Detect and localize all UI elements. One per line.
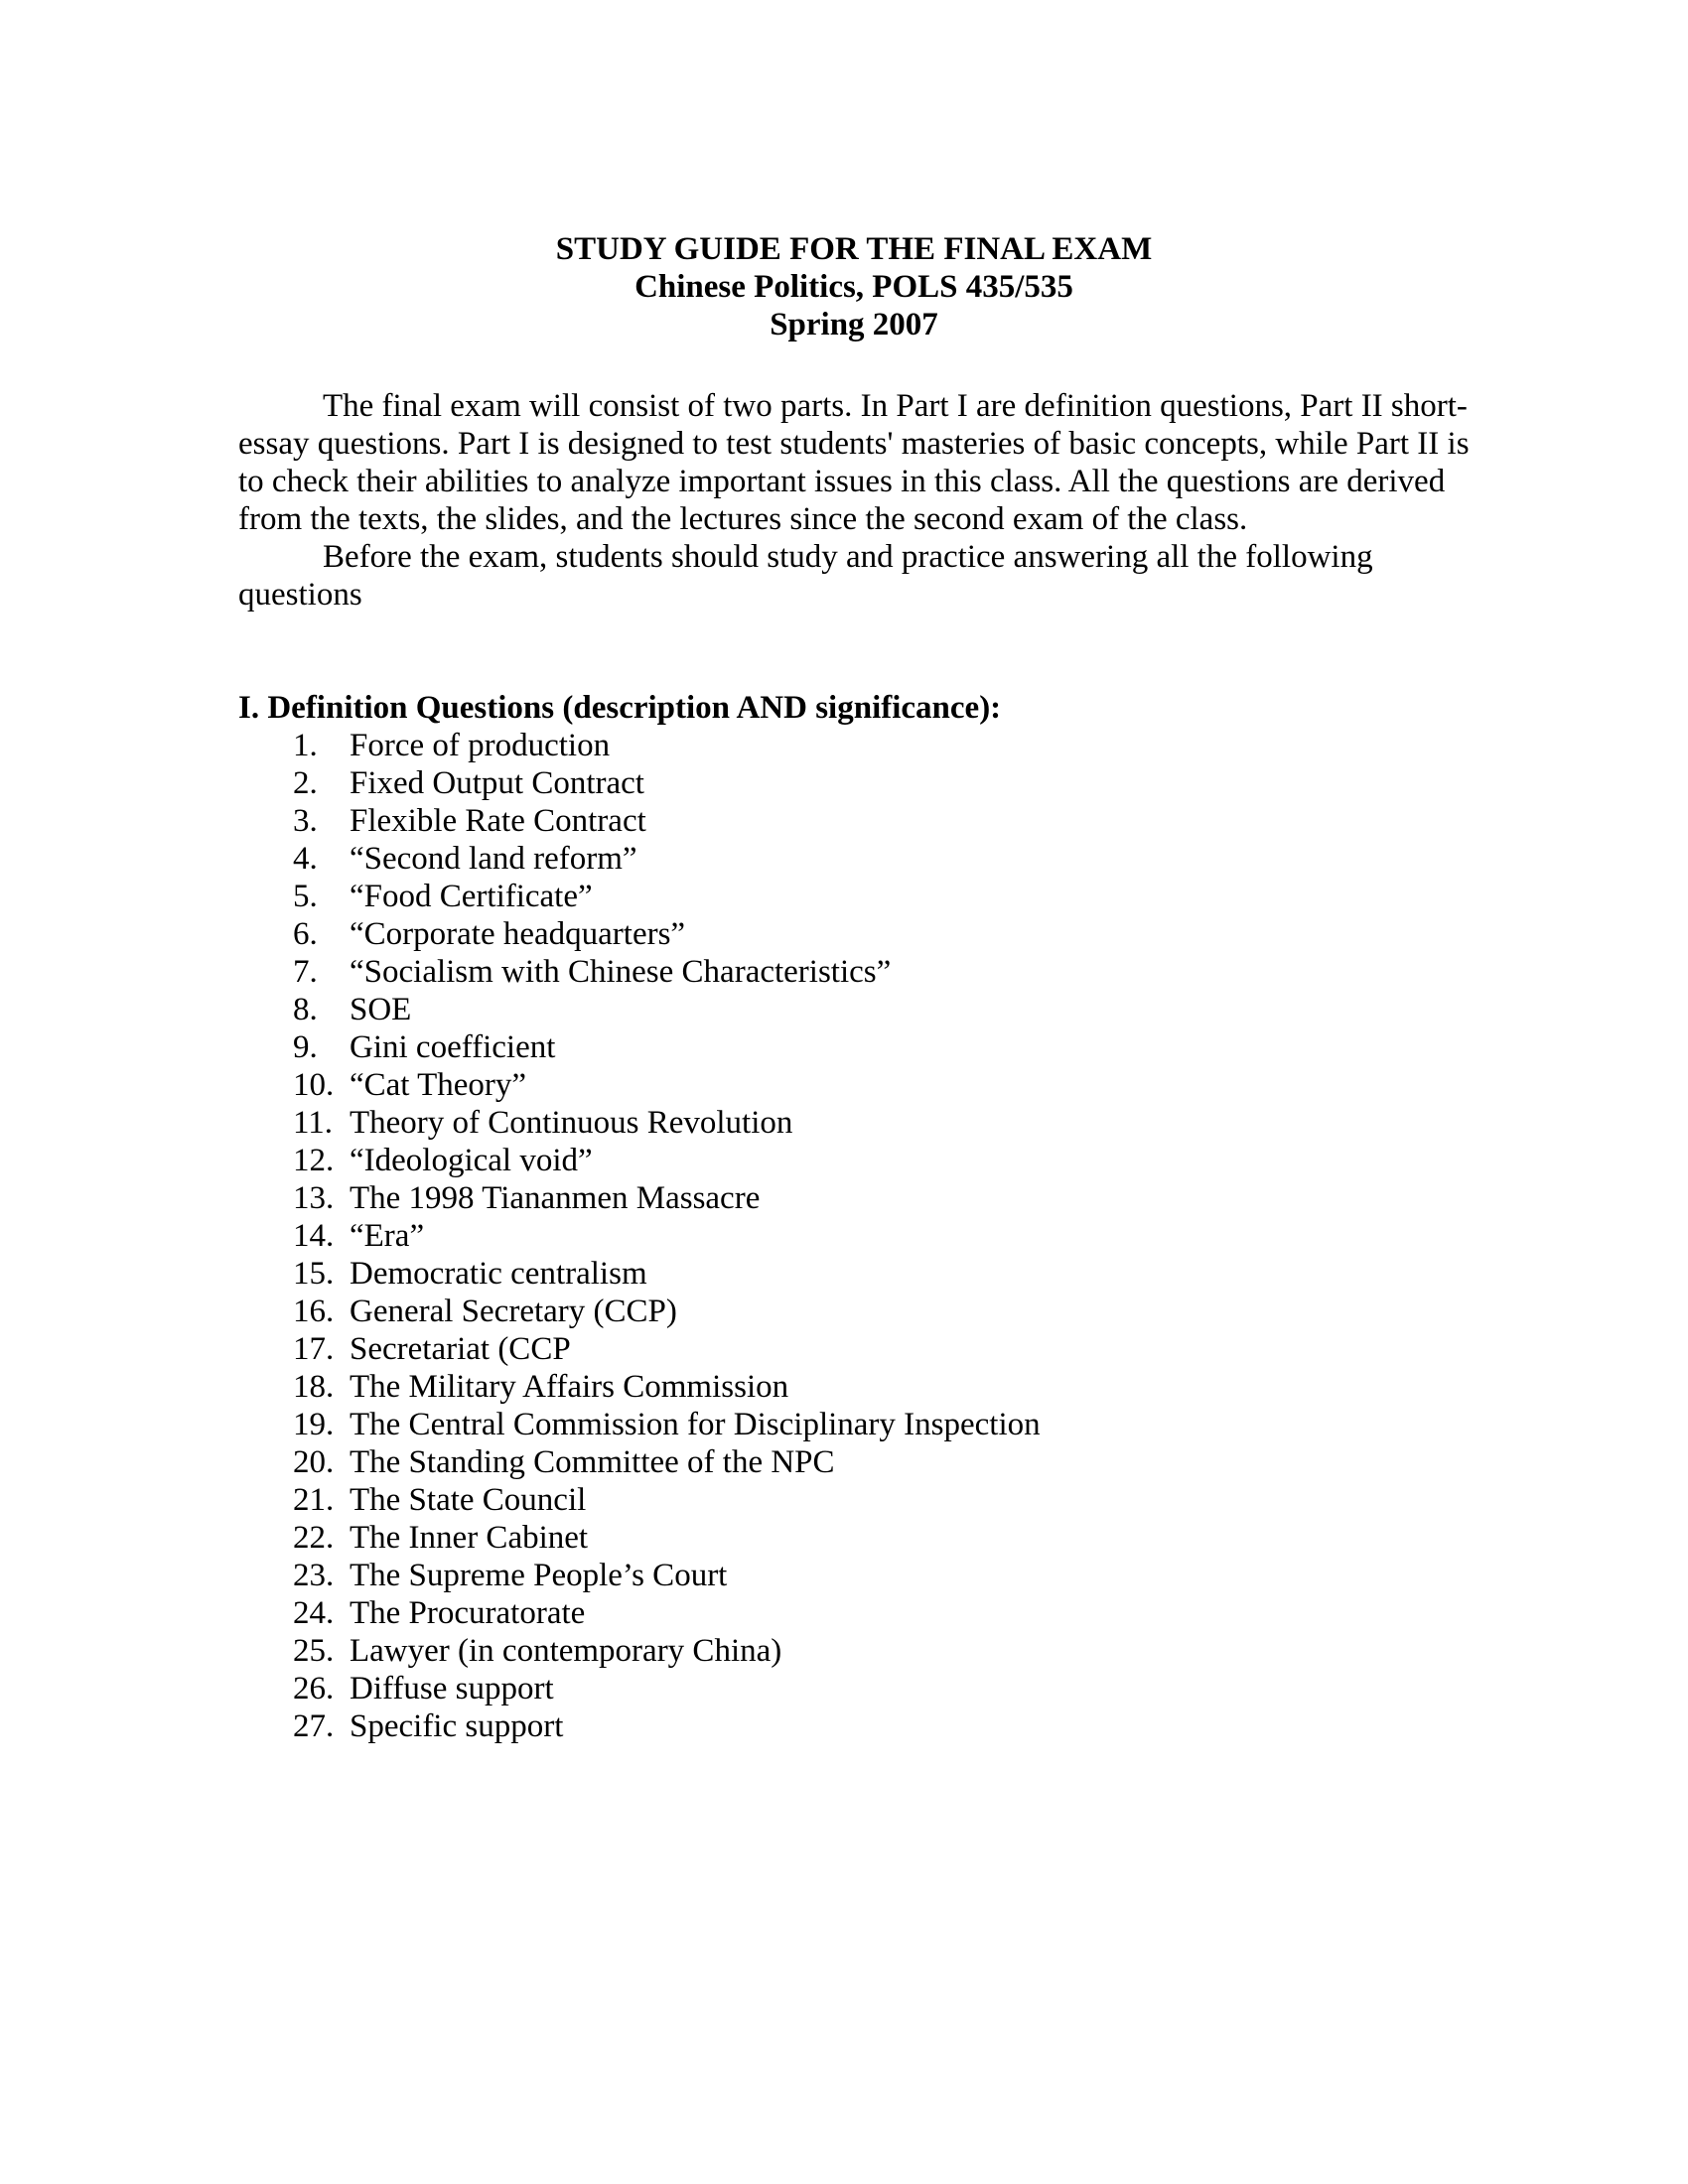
item-text: SOE (350, 992, 412, 1027)
item-text: General Secretary (CCP) (350, 1294, 677, 1329)
list-item (238, 1066, 1470, 1104)
list-item (238, 1255, 1470, 1293)
item-number: 23. (293, 1558, 335, 1593)
item-text: The Procuratorate (350, 1595, 586, 1631)
list-item (238, 1519, 1470, 1557)
exam-title: STUDY GUIDE FOR THE FINAL EXAM (555, 231, 1153, 267)
item-number: 11. (293, 1105, 334, 1141)
spacer (238, 614, 1470, 689)
item-number: 20. (293, 1444, 335, 1480)
item-number: 17. (293, 1331, 335, 1367)
item-number: 19. (293, 1407, 335, 1442)
list-item (238, 1632, 1470, 1670)
semester-title: Spring 2007 (770, 307, 938, 342)
item-text: Theory of Continuous Revolution (350, 1105, 793, 1141)
item-text: “Era” (350, 1218, 425, 1254)
item-number: 25. (293, 1633, 335, 1669)
list-item (238, 802, 1470, 840)
item-text: “Ideological void” (350, 1143, 593, 1178)
item-number: 7. (293, 954, 318, 990)
intro-paragraph: The final exam will consist of two parts. In Part I are definition questions, Part II short-essay questions. Part I is designed to test students' masteries of basic concepts, while Part II is to check their abilities to analyze important issues in this class. All the questions are derived from the texts, the slides, and the lectures since the second exam of the class. (238, 388, 1470, 537)
instructions-paragraph: Before the exam, students should study and practice answering all the following questions (238, 539, 1373, 613)
list-item (238, 1028, 1470, 1066)
course-title: Chinese Politics, POLS 435/535 (634, 269, 1073, 305)
item-text: Fixed Output Contract (350, 765, 644, 801)
item-number: 12. (293, 1143, 335, 1178)
section-heading: I. Definition Questions (description AND significance): (238, 690, 1002, 726)
item-number: 15. (293, 1256, 335, 1292)
item-number: 10. (293, 1067, 335, 1103)
list-item (238, 1443, 1470, 1481)
item-text: “Corporate headquarters” (350, 916, 686, 952)
item-number: 26. (293, 1671, 335, 1706)
item-number: 16. (293, 1294, 335, 1329)
item-text: Force of production (350, 728, 611, 763)
item-text: “Socialism with Chinese Characteristics” (350, 954, 892, 990)
item-number: 1. (293, 728, 318, 763)
item-text: Specific support (350, 1708, 564, 1744)
item-number: 24. (293, 1595, 335, 1631)
item-text: Lawyer (in contemporary China) (350, 1633, 782, 1669)
item-text: The State Council (350, 1482, 587, 1518)
item-text: Democratic centralism (350, 1256, 647, 1292)
item-number: 8. (293, 992, 318, 1027)
item-text: “Second land reform” (350, 841, 637, 877)
item-text: The Supreme People’s Court (350, 1558, 728, 1593)
item-number: 2. (293, 765, 318, 801)
list-item (238, 1481, 1470, 1519)
item-number: 3. (293, 803, 318, 839)
list-item (238, 878, 1470, 915)
list-item (238, 915, 1470, 953)
list-item (238, 1368, 1470, 1406)
item-text: Gini coefficient (350, 1029, 556, 1065)
item-text: Flexible Rate Contract (350, 803, 646, 839)
list-item (238, 953, 1470, 991)
item-number: 18. (293, 1369, 335, 1405)
list-item (238, 1330, 1470, 1368)
item-text: “Food Certificate” (350, 879, 593, 914)
title-block (238, 230, 1470, 343)
spacer (238, 343, 1470, 387)
list-item (238, 840, 1470, 878)
item-number: 21. (293, 1482, 335, 1518)
list-item (238, 1557, 1470, 1594)
list-item (238, 1594, 1470, 1632)
list-item (238, 1293, 1470, 1330)
document-content (238, 230, 1470, 1745)
item-text: The Military Affairs Commission (350, 1369, 789, 1405)
list-item (238, 1670, 1470, 1707)
item-number: 22. (293, 1520, 335, 1556)
item-number: 4. (293, 841, 318, 877)
item-number: 9. (293, 1029, 318, 1065)
item-number: 6. (293, 916, 318, 952)
item-text: “Cat Theory” (350, 1067, 527, 1103)
list-item (238, 1217, 1470, 1255)
item-number: 14. (293, 1218, 335, 1254)
item-number: 27. (293, 1708, 335, 1744)
item-text: Secretariat (CCP (350, 1331, 571, 1367)
list-item (238, 1179, 1470, 1217)
item-text: The Inner Cabinet (350, 1520, 589, 1556)
item-text: The 1998 Tiananmen Massacre (350, 1180, 761, 1216)
list-item (238, 1104, 1470, 1142)
item-text: Diffuse support (350, 1671, 554, 1706)
item-text: The Central Commission for Disciplinary Inspection (350, 1407, 1041, 1442)
list-item (238, 1406, 1470, 1443)
list-item (238, 764, 1470, 802)
definition-question-list (238, 727, 1470, 1745)
list-item (238, 727, 1470, 764)
item-number: 5. (293, 879, 318, 914)
list-item (238, 1707, 1470, 1745)
list-item (238, 1142, 1470, 1179)
item-text: The Standing Committee of the NPC (350, 1444, 835, 1480)
list-item (238, 991, 1470, 1028)
item-number: 13. (293, 1180, 335, 1216)
